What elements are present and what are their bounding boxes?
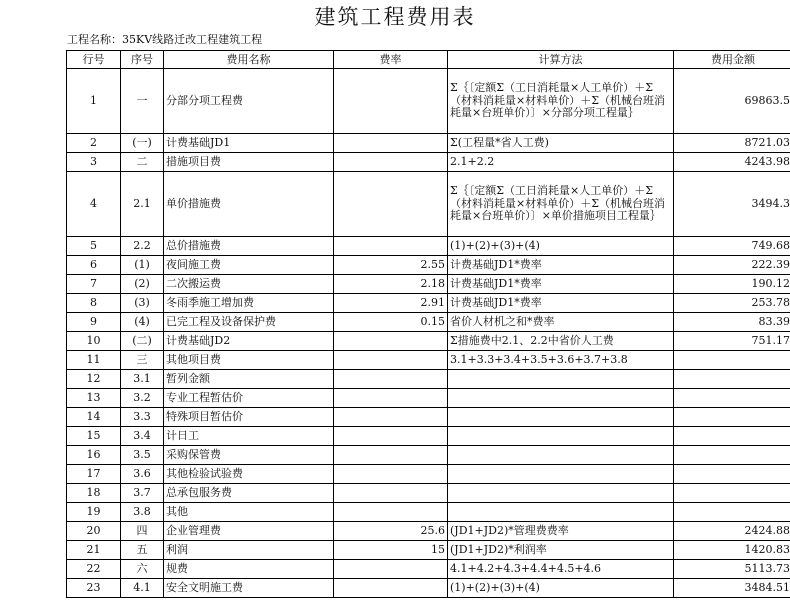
rate-cell	[334, 560, 448, 579]
fee-name-cell: 总承包服务费	[164, 484, 334, 503]
line-no-cell: 10	[67, 332, 121, 351]
amount-cell	[674, 408, 790, 427]
line-no-cell: 18	[67, 484, 121, 503]
amount-cell	[674, 503, 790, 522]
seq-cell: 2.1	[121, 172, 164, 237]
rate-cell: 25.6	[334, 522, 448, 541]
line-no-cell: 1	[67, 69, 121, 134]
seq-cell: 3.6	[121, 465, 164, 484]
rate-cell	[334, 408, 448, 427]
rate-cell: 15	[334, 541, 448, 560]
table-row	[67, 172, 790, 237]
fee-name-cell: 冬雨季施工增加费	[164, 294, 334, 313]
method-cell	[448, 484, 674, 503]
line-no-cell: 12	[67, 370, 121, 389]
amount-cell: 69863.5	[674, 69, 790, 134]
line-no-cell: 11	[67, 351, 121, 370]
line-no-cell: 16	[67, 446, 121, 465]
fee-name-cell: 规费	[164, 560, 334, 579]
seq-cell: (1)	[121, 256, 164, 275]
seq-cell: 3.8	[121, 503, 164, 522]
method-cell	[448, 465, 674, 484]
fee-name-cell: 措施项目费	[164, 153, 334, 172]
line-no-cell: 7	[67, 275, 121, 294]
rate-cell	[334, 446, 448, 465]
table-row	[67, 408, 790, 427]
seq-cell: 3.3	[121, 408, 164, 427]
amount-cell	[674, 351, 790, 370]
rate-cell	[334, 370, 448, 389]
table-row	[67, 153, 790, 172]
fee-name-cell: 专业工程暂估价	[164, 389, 334, 408]
cost-table	[66, 50, 790, 598]
table-row	[67, 313, 790, 332]
amount-cell: 8721.03	[674, 134, 790, 153]
fee-name-cell: 计日工	[164, 427, 334, 446]
fee-name-cell: 已完工程及设备保护费	[164, 313, 334, 332]
table-row	[67, 389, 790, 408]
seq-cell: (一)	[121, 134, 164, 153]
fee-name-cell: 夜间施工费	[164, 256, 334, 275]
table-row	[67, 294, 790, 313]
method-cell: 计费基础JD1*费率	[448, 256, 674, 275]
table-row	[67, 579, 790, 598]
method-cell: 省价人材机之和*费率	[448, 313, 674, 332]
rate-cell: 0.15	[334, 313, 448, 332]
column-header-line-no: 行号	[67, 51, 121, 69]
line-no-cell: 3	[67, 153, 121, 172]
fee-name-cell: 总价措施费	[164, 237, 334, 256]
table-row	[67, 484, 790, 503]
amount-cell	[674, 370, 790, 389]
table-row	[67, 370, 790, 389]
column-header-fee-name: 费用名称	[164, 51, 334, 69]
fee-name-cell: 计费基础JD2	[164, 332, 334, 351]
rate-cell	[334, 69, 448, 134]
amount-cell: 190.12	[674, 275, 790, 294]
document-title: 建筑工程费用表	[314, 5, 476, 29]
method-cell: (JD1+JD2)*管理费费率	[448, 522, 674, 541]
amount-cell: 5113.73	[674, 560, 790, 579]
fee-name-cell: 二次搬运费	[164, 275, 334, 294]
table-row	[67, 522, 790, 541]
rate-cell	[334, 484, 448, 503]
method-cell	[448, 370, 674, 389]
rate-cell	[334, 389, 448, 408]
amount-cell: 3494.3	[674, 172, 790, 237]
method-cell: Σ(工程量*省人工费)	[448, 134, 674, 153]
seq-cell: 3.7	[121, 484, 164, 503]
seq-cell: (4)	[121, 313, 164, 332]
line-no-cell: 5	[67, 237, 121, 256]
line-no-cell: 8	[67, 294, 121, 313]
line-no-cell: 23	[67, 579, 121, 598]
rate-cell	[334, 427, 448, 446]
fee-name-cell: 其他	[164, 503, 334, 522]
method-cell: 3.1+3.3+3.4+3.5+3.6+3.7+3.8	[448, 351, 674, 370]
table-row	[67, 503, 790, 522]
seq-cell: 二	[121, 153, 164, 172]
table-row	[67, 465, 790, 484]
line-no-cell: 14	[67, 408, 121, 427]
table-row	[67, 256, 790, 275]
fee-name-cell: 其他项目费	[164, 351, 334, 370]
amount-cell: 83.39	[674, 313, 790, 332]
rate-cell: 2.18	[334, 275, 448, 294]
fee-name-cell: 特殊项目暂估价	[164, 408, 334, 427]
column-header-amount: 费用金额	[674, 51, 790, 69]
seq-cell: 三	[121, 351, 164, 370]
table-row	[67, 134, 790, 153]
line-no-cell: 17	[67, 465, 121, 484]
method-cell: Σ措施费中2.1、2.2中省价人工费	[448, 332, 674, 351]
method-cell: 2.1+2.2	[448, 153, 674, 172]
seq-cell: 3.5	[121, 446, 164, 465]
table-row	[67, 351, 790, 370]
line-no-cell: 9	[67, 313, 121, 332]
method-cell: (1)+(2)+(3)+(4)	[448, 237, 674, 256]
rate-cell: 2.55	[334, 256, 448, 275]
fee-name-cell: 利润	[164, 541, 334, 560]
seq-cell: 2.2	[121, 237, 164, 256]
rate-cell	[334, 332, 448, 351]
table-row	[67, 237, 790, 256]
method-cell: 计费基础JD1*费率	[448, 294, 674, 313]
amount-cell: 751.17	[674, 332, 790, 351]
amount-cell: 749.68	[674, 237, 790, 256]
table-row	[67, 541, 790, 560]
table-row	[67, 69, 790, 134]
seq-cell: 四	[121, 522, 164, 541]
fee-name-cell: 采购保管费	[164, 446, 334, 465]
rate-cell	[334, 134, 448, 153]
seq-cell: 4.1	[121, 579, 164, 598]
column-header-method: 计算方法	[448, 51, 674, 69]
rate-cell	[334, 579, 448, 598]
method-cell: (JD1+JD2)*利润率	[448, 541, 674, 560]
amount-cell	[674, 427, 790, 446]
table-row	[67, 275, 790, 294]
method-cell: 4.1+4.2+4.3+4.4+4.5+4.6	[448, 560, 674, 579]
seq-cell: 3.1	[121, 370, 164, 389]
fee-name-cell: 计费基础JD1	[164, 134, 334, 153]
table-row	[67, 427, 790, 446]
line-no-cell: 19	[67, 503, 121, 522]
seq-cell: (二)	[121, 332, 164, 351]
seq-cell: 3.4	[121, 427, 164, 446]
method-cell: Σ｛〔定额Σ（工日消耗量×人工单价）＋Σ（材料消耗量×材料单价）＋Σ（机械台班消耗量×台班单价）〕×分部分项工程量｝	[448, 69, 674, 134]
amount-cell: 1420.83	[674, 541, 790, 560]
method-cell: 计费基础JD1*费率	[448, 275, 674, 294]
seq-cell: (2)	[121, 275, 164, 294]
line-no-cell: 2	[67, 134, 121, 153]
fee-name-cell: 单价措施费	[164, 172, 334, 237]
seq-cell: (3)	[121, 294, 164, 313]
line-no-cell: 21	[67, 541, 121, 560]
table-header-row	[67, 51, 790, 69]
amount-cell	[674, 465, 790, 484]
amount-cell: 2424.88	[674, 522, 790, 541]
table-body	[67, 69, 790, 598]
fee-name-cell: 企业管理费	[164, 522, 334, 541]
rate-cell	[334, 237, 448, 256]
fee-name-cell: 分部分项工程费	[164, 69, 334, 134]
fee-name-cell: 暂列金额	[164, 370, 334, 389]
column-header-seq: 序号	[121, 51, 164, 69]
amount-cell: 253.78	[674, 294, 790, 313]
method-cell	[448, 389, 674, 408]
rate-cell	[334, 153, 448, 172]
method-cell	[448, 427, 674, 446]
seq-cell: 3.2	[121, 389, 164, 408]
amount-cell	[674, 446, 790, 465]
project-name: 工程名称：35KV线路迁改工程建筑工程	[67, 33, 263, 46]
rate-cell	[334, 351, 448, 370]
table-row	[67, 560, 790, 579]
amount-cell	[674, 484, 790, 503]
amount-cell: 4243.98	[674, 153, 790, 172]
line-no-cell: 15	[67, 427, 121, 446]
table-row	[67, 332, 790, 351]
table-row	[67, 446, 790, 465]
amount-cell: 222.39	[674, 256, 790, 275]
seq-cell: 六	[121, 560, 164, 579]
line-no-cell: 6	[67, 256, 121, 275]
seq-cell: 五	[121, 541, 164, 560]
rate-cell: 2.91	[334, 294, 448, 313]
column-header-rate: 费率	[334, 51, 448, 69]
method-cell	[448, 503, 674, 522]
method-cell: Σ｛〔定额Σ（工日消耗量×人工单价）＋Σ（材料消耗量×材料单价）＋Σ（机械台班消耗量×台班单价）〕×单价措施项目工程量｝	[448, 172, 674, 237]
amount-cell: 3484.51	[674, 579, 790, 598]
line-no-cell: 13	[67, 389, 121, 408]
method-cell	[448, 408, 674, 427]
fee-name-cell: 其他检验试验费	[164, 465, 334, 484]
seq-cell: 一	[121, 69, 164, 134]
rate-cell	[334, 465, 448, 484]
rate-cell	[334, 172, 448, 237]
fee-name-cell: 安全文明施工费	[164, 579, 334, 598]
method-cell	[448, 446, 674, 465]
line-no-cell: 22	[67, 560, 121, 579]
rate-cell	[334, 503, 448, 522]
amount-cell	[674, 389, 790, 408]
line-no-cell: 20	[67, 522, 121, 541]
line-no-cell: 4	[67, 172, 121, 237]
method-cell: (1)+(2)+(3)+(4)	[448, 579, 674, 598]
